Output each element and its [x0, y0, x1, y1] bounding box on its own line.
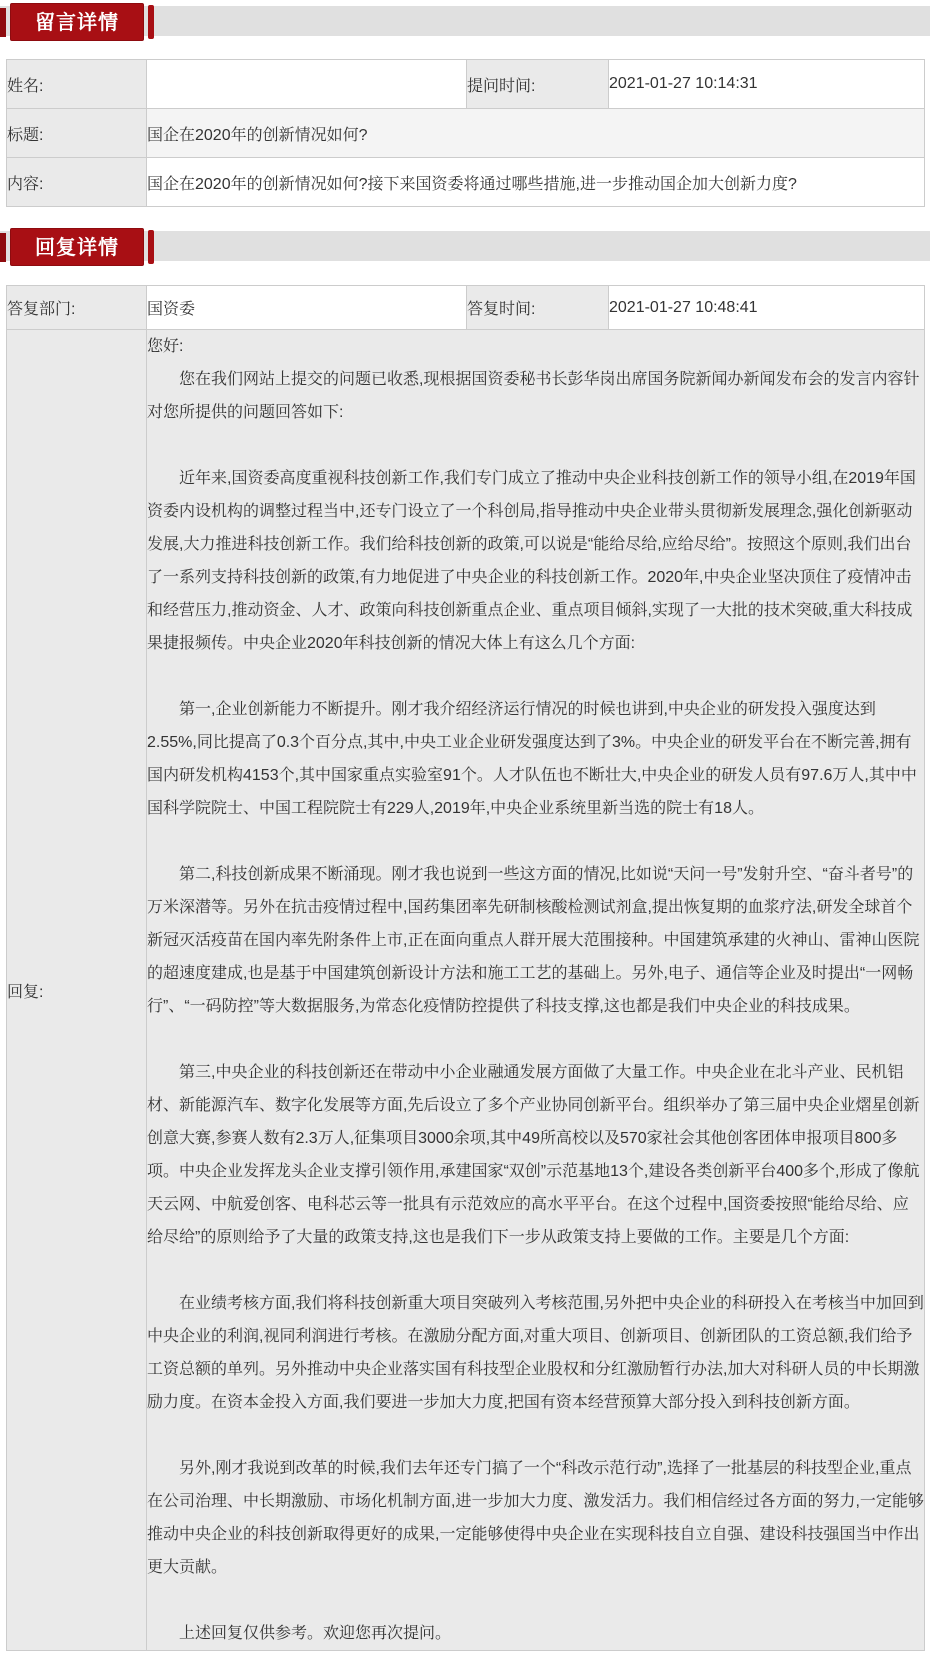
reply-label: 回复:	[7, 330, 147, 1651]
reply-section-header	[0, 227, 930, 267]
red-accent-bar-right	[148, 5, 154, 39]
red-accent-bar-right	[148, 230, 154, 264]
reply-content	[147, 330, 925, 1651]
message-detail-table	[6, 59, 925, 207]
table-row-content	[7, 158, 925, 207]
name-value	[147, 60, 467, 109]
reply-paragraph-overview: 近年来,国资委高度重视科技创新工作,我们专门成立了推动中央企业科技创新工作的领导小组,在2019年国资委内设机构的调整过程当中,还专门设立了一个科创局,指导推动中央企业带头贯彻新发展理念,强化创新驱动发展,大力推进科技创新工作。我们给科技创新的政策,可以说是“能给尽给,应给尽给”。按照这个原则,我们出台了一系列支持科技创新的政策,有力地促进了中央企业的科技创新工作。2020年,中央企业坚决顶住了疫情冲击和经营压力,推动资金、人才、政策向科技创新重点企业、重点项目倾斜,实现了一大批的技术突破,重大科技成果捷报频传。中央企业2020年科技创新的情况大体上有这么几个方面:	[147, 470, 916, 652]
reply-paragraph-closing: 上述回复仅供参考。欢迎您再次提问。	[179, 1625, 452, 1642]
reply-paragraph-intro: 您在我们网站上提交的问题已收悉,现根据国资委秘书长彭华岗出席国务院新闻办新闻发布会的发言内容针对您所提供的问题回答如下:	[147, 371, 920, 421]
message-section-header	[0, 2, 930, 42]
table-row-name-time	[7, 60, 925, 109]
reply-section-title: 回复详情	[10, 228, 144, 266]
content-value: 国企在2020年的创新情况如何?接下来国资委将通过哪些措施,进一步推动国企加大创新力度?	[147, 158, 925, 207]
ask-time-value: 2021-01-27 10:14:31	[609, 60, 925, 109]
reply-paragraph-reform: 另外,刚才我说到改革的时候,我们去年还专门搞了一个“科改示范行动”,选择了一批基层的科技型企业,重点在公司治理、中长期激励、市场化机制方面,进一步加大力度、激发活力。我们相信经过各方面的努力,一定能够推动中央企业的科技创新取得更好的成果,一定能够使得中央企业在实现科技自立自强、建设科技强国当中作出更大贡献。	[147, 1460, 924, 1576]
reply-paragraph-point-1: 第一,企业创新能力不断提升。刚才我介绍经济运行情况的时候也讲到,中央企业的研发投入强度达到2.55%,同比提高了0.3个百分点,其中,中央工业企业研发强度达到了3%。中央企业的研发平台在不断完善,拥有国内研发机构4153个,其中国家重点实验室91个。人才队伍也不断壮大,中央企业的研发人员有97.6万人,其中中国科学院院士、中国工程院院士有229人,2019年,中央企业系统里新当选的院士有18人。	[147, 701, 917, 817]
message-section-title: 留言详情	[10, 3, 144, 41]
reply-detail-table	[6, 285, 925, 1651]
reply-paragraph-greeting: 您好:	[147, 338, 184, 355]
title-value: 国企在2020年的创新情况如何?	[147, 109, 925, 158]
reply-time-label: 答复时间:	[467, 286, 609, 330]
content-label: 内容:	[7, 158, 147, 207]
reply-dept-value: 国资委	[147, 286, 467, 330]
title-label: 标题:	[7, 109, 147, 158]
ask-time-label: 提问时间:	[467, 60, 609, 109]
reply-paragraph-policy: 在业绩考核方面,我们将科技创新重大项目突破列入考核范围,另外把中央企业的科研投入在考核当中加回到中央企业的利润,视同利润进行考核。在激励分配方面,对重大项目、创新项目、创新团队的工资总额,我们给予工资总额的单列。另外推动中央企业落实国有科技型企业股权和分红激励暂行办法,加大对科研人员的中长期激励力度。在资本金投入方面,我们要进一步加大力度,把国有资本经营预算大部分投入到科技创新方面。	[147, 1295, 924, 1411]
reply-paragraph-point-2: 第二,科技创新成果不断涌现。刚才我也说到一些这方面的情况,比如说“天问一号”发射升空、“奋斗者号”的万米深潜等。另外在抗击疫情过程中,国药集团率先研制核酸检测试剂盒,提出恢复期的血浆疗法,研发全球首个新冠灭活疫苗在国内率先附条件上市,正在面向重点人群开展大范围接种。中国建筑承建的火神山、雷神山医院的超速度建成,也是基于中国建筑创新设计方法和施工工艺的基础上。另外,电子、通信等企业及时提出“一网畅行”、“一码防控”等大数据服务,为常态化疫情防控提供了科技支撑,这也都是我们中央企业的科技成果。	[147, 866, 920, 1015]
red-accent-bar-left	[0, 8, 6, 37]
reply-time-value: 2021-01-27 10:48:41	[609, 286, 925, 330]
table-row-dept-time	[7, 286, 925, 330]
red-accent-bar-left	[0, 233, 6, 262]
name-label: 姓名:	[7, 60, 147, 109]
reply-dept-label: 答复部门:	[7, 286, 147, 330]
table-row-reply-body	[7, 330, 925, 1651]
table-row-title	[7, 109, 925, 158]
reply-paragraph-point-3: 第三,中央企业的科技创新还在带动中小企业融通发展方面做了大量工作。中央企业在北斗产业、民机铝材、新能源汽车、数字化发展等方面,先后设立了多个产业协同创新平台。组织举办了第三届中央企业熠星创新创意大赛,参赛人数有2.3万人,征集项目3000余项,其中49所高校以及570家社会其他创客团体申报项目800多项。中央企业发挥龙头企业支撑引领作用,承建国家“双创”示范基地13个,建设各类创新平台400多个,形成了像航天云网、中航爱创客、电科芯云等一批具有示范效应的高水平平台。在这个过程中,国资委按照“能给尽给、应给尽给”的原则给予了大量的政策支持,这也是我们下一步从政策支持上要做的工作。主要是几个方面:	[147, 1064, 920, 1246]
